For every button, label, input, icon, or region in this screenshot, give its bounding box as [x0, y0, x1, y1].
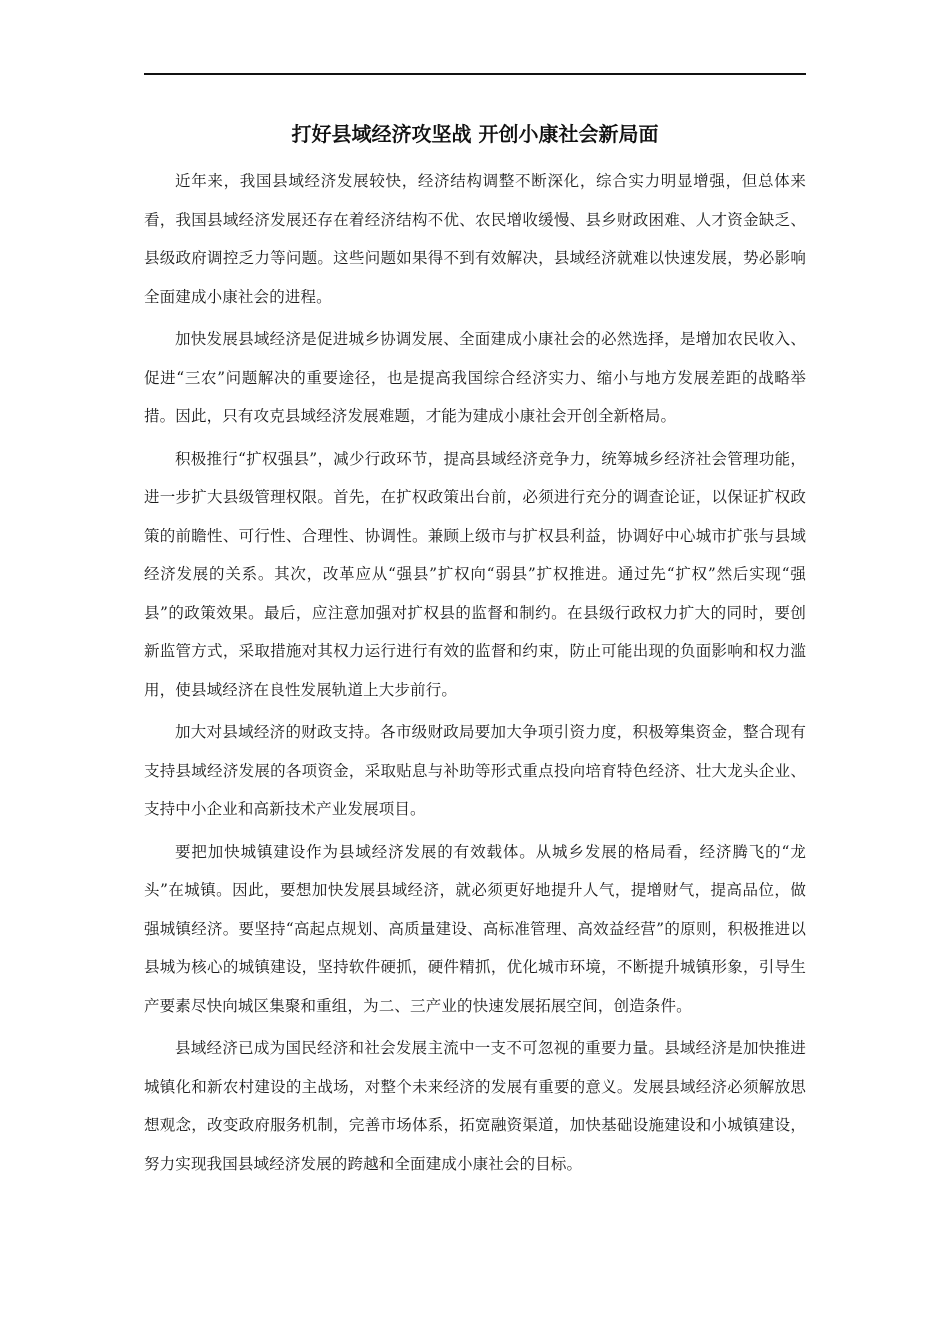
document-title: 打好县域经济攻坚战 开创小康社会新局面	[291, 122, 659, 146]
paragraph-3: 积极推行“扩权强县”，减少行政环节，提高县域经济竞争力，统筹城乡经济社会管理功能，进一步扩大县级管理权限。首先，在扩权政策出台前，必须进行充分的调查论证，以保证扩权政策的前瞻性、可行性、合理性、协调性。兼顾上级市与扩权县利益，协调好中心城市扩张与县域经济发展的关系。其次，改革应从“强县”扩权向“弱县”扩权推进。通过先“扩权”然后实现“强县”的政策效果。最后，应注意加强对扩权县的监督和制约。在县级行政权力扩大的同时，要创新监管方式，采取措施对其权力运行进行有效的监督和约束，防止可能出现的负面影响和权力滥用，使县域经济在良性发展轨道上大步前行。	[144, 449, 806, 699]
paragraph-2: 加快发展县域经济是促进城乡协调发展、全面建成小康社会的必然选择，是增加农民收入、促进“三农”问题解决的重要途径，也是提高我国综合经济实力、缩小与地方发展差距的战略举措。因此，只有攻克县域经济发展难题，才能为建成小康社会开创全新格局。	[144, 330, 806, 425]
paragraph-6: 县域经济已成为国民经济和社会发展主流中一支不可忽视的重要力量。县域经济是加快推进城镇化和新农村建设的主战场，对整个未来经济的发展有重要的意义。发展县域经济必须解放思想观念，改变政府服务机制，完善市场体系，拓宽融资渠道，加快基础设施建设和小城镇建设，努力实现我国县域经济发展的跨越和全面建成小康社会的目标。	[144, 1039, 806, 1173]
document-body	[144, 162, 806, 1187]
header-rule	[144, 73, 806, 75]
paragraph-4: 加大对县域经济的财政支持。各市级财政局要加大争项引资力度，积极筹集资金，整合现有支持县域经济发展的各项资金，采取贴息与补助等形式重点投向培育特色经济、壮大龙头企业、支持中小企业和高新技术产业发展项目。	[144, 723, 806, 818]
paragraph-1: 近年来，我国县域经济发展较快，经济结构调整不断深化，综合实力明显增强，但总体来看，我国县域经济发展还存在着经济结构不优、农民增收缓慢、县乡财政困难、人才资金缺乏、县级政府调控乏力等问题。这些问题如果得不到有效解决，县域经济就难以快速发展，势必影响全面建成小康社会的进程。	[144, 172, 806, 306]
paragraph-5: 要把加快城镇建设作为县域经济发展的有效载体。从城乡发展的格局看，经济腾飞的“龙头”在城镇。因此，要想加快发展县域经济，就必须更好地提升人气，提增财气，提高品位，做强城镇经济。要坚持“高起点规划、高质量建设、高标准管理、高效益经营”的原则，积极推进以县城为核心的城镇建设，坚持软件硬抓，硬件精抓，优化城市环境，不断提升城镇形象，引导生产要素尽快向城区集聚和重组，为二、三产业的快速发展拓展空间，创造条件。	[144, 842, 806, 1015]
